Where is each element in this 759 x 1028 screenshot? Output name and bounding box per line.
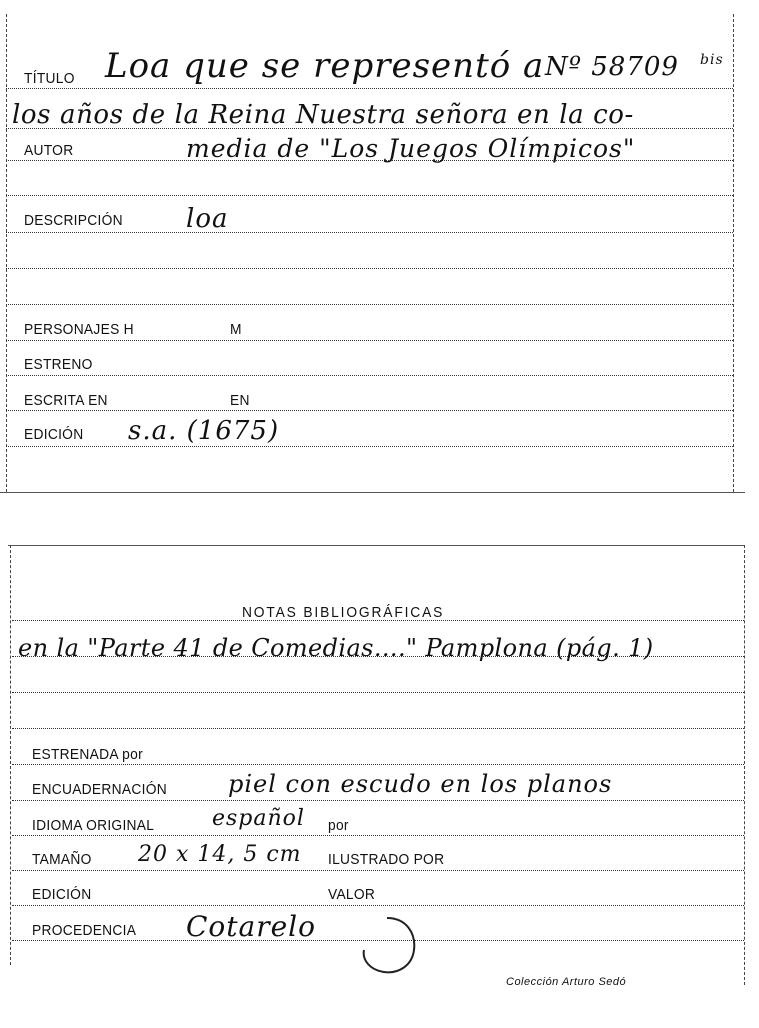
handwritten-titulo-line1: Loa que se representó a — [105, 46, 545, 86]
rule-line — [6, 340, 733, 341]
label-procedencia: PROCEDENCIA — [32, 922, 137, 939]
rule-line — [12, 692, 744, 693]
label-idioma: IDIOMA ORIGINAL — [32, 817, 155, 834]
label-en: EN — [230, 392, 250, 409]
rule-line — [12, 870, 744, 871]
rule-line — [6, 195, 733, 196]
label-autor: AUTOR — [24, 142, 74, 159]
label-ilustrado: ILUSTRADO POR — [328, 851, 445, 868]
label-titulo: TÍTULO — [24, 70, 75, 87]
handwritten-descripcion: loa — [186, 204, 229, 234]
rule-line — [12, 800, 744, 801]
handwritten-titulo-line2: los años de la Reina Nuestra señora en la co- — [12, 100, 634, 130]
card-top-edge — [8, 545, 744, 546]
rule-line — [6, 232, 733, 233]
card-left-edge — [10, 545, 11, 965]
catalog-card-bottom — [0, 540, 759, 1028]
label-estreno: ESTRENO — [24, 356, 93, 373]
label-descripcion: DESCRIPCIÓN — [24, 212, 123, 229]
handwritten-procedencia: Cotarelo — [186, 910, 316, 943]
label-personajes: PERSONAJES H — [24, 321, 134, 338]
handwritten-tamano: 20 x 14, 5 cm — [138, 842, 302, 867]
label-valor: VALOR — [328, 886, 376, 903]
label-escrita-en: ESCRITA EN — [24, 392, 108, 409]
handwritten-edicion: s.a. (1675) — [128, 416, 280, 446]
punched-hole-mark — [352, 910, 422, 980]
card-right-edge — [744, 545, 745, 985]
rule-line — [6, 375, 733, 376]
collection-footer: Colección Arturo Sedó — [506, 976, 627, 988]
label-tamano: TAMAÑO — [32, 851, 92, 868]
label-por: por — [328, 817, 349, 834]
rule-line — [6, 410, 733, 411]
label-edicion: EDICIÓN — [32, 886, 92, 903]
handwritten-bis: bis — [700, 52, 724, 68]
card-left-edge — [6, 14, 7, 492]
label-m: M — [230, 321, 242, 338]
handwritten-notas: en la "Parte 41 de Comedias...." Pamplona (pág. 1) — [18, 634, 654, 662]
rule-line — [6, 268, 733, 269]
label-encuadernacion: ENCUADERNACIÓN — [32, 781, 167, 798]
rule-line — [6, 446, 733, 447]
label-notas-bibliograficas: NOTAS BIBLIOGRÁFICAS — [242, 604, 445, 621]
rule-line — [12, 728, 744, 729]
card-right-edge — [733, 14, 734, 492]
rule-line — [6, 304, 733, 305]
rule-line — [6, 88, 733, 89]
label-estrenada: ESTRENADA por — [32, 746, 143, 763]
handwritten-idioma: español — [212, 806, 305, 831]
rule-line — [12, 835, 744, 836]
catalog-card-top — [0, 0, 759, 493]
handwritten-encuadernacion: piel con escudo en los planos — [228, 770, 613, 798]
handwritten-autor: media de "Los Juegos Olímpicos" — [186, 134, 636, 163]
handwritten-catalog-number: Nº 58709 — [545, 52, 679, 82]
label-edicion: EDICIÓN — [24, 426, 84, 443]
card-bottom-edge — [0, 492, 745, 493]
rule-line — [12, 905, 744, 906]
rule-line — [12, 764, 744, 765]
